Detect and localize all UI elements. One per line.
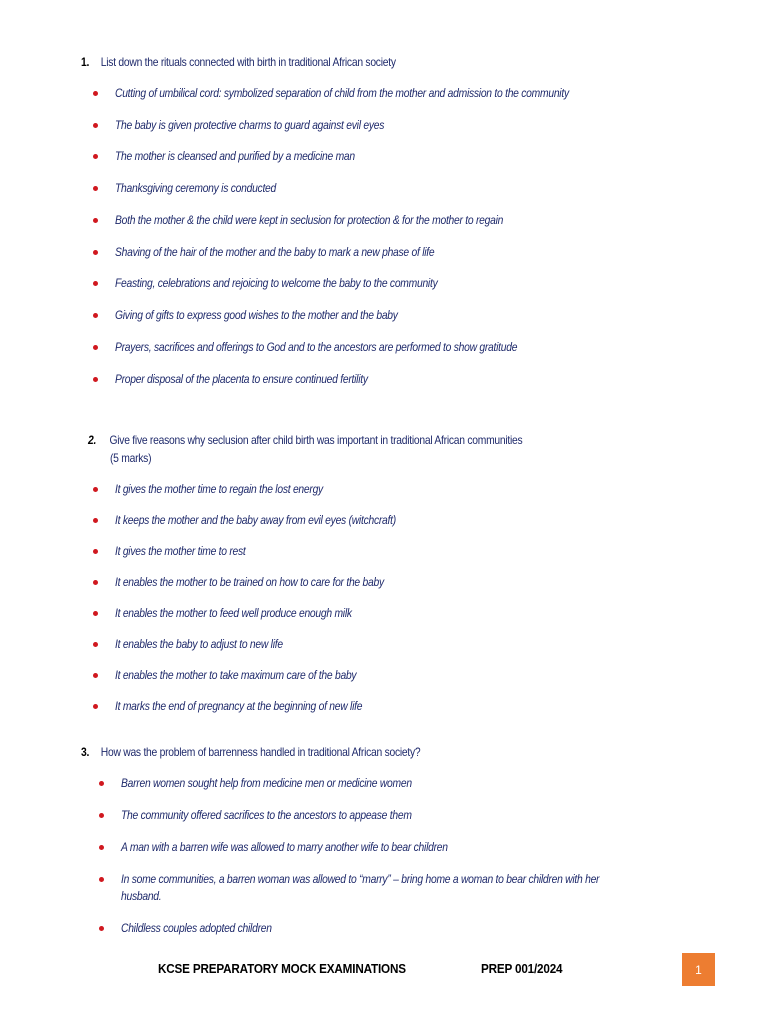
q1-answer-1: Cutting of umbilical cord: symbolized separation of child from the mother and admission to the community (115, 86, 569, 100)
bullet-icon (93, 704, 98, 709)
q2-answer-3: It gives the mother time to rest (115, 544, 246, 558)
bullet-icon (93, 123, 98, 128)
question-3 (81, 745, 420, 759)
bullet-icon (93, 281, 98, 286)
bullet-icon (93, 377, 98, 382)
question-3-number: 3. (81, 745, 90, 759)
question-2-number: 2. (88, 433, 97, 447)
question-1 (81, 55, 396, 69)
q2-answer-1: It gives the mother time to regain the lost energy (115, 482, 323, 496)
bullet-icon (93, 250, 98, 255)
bullet-icon (93, 580, 98, 585)
bullet-icon (93, 518, 98, 523)
bullet-icon (93, 549, 98, 554)
page-number: 1 (682, 953, 715, 986)
question-2-marks: (5 marks) (110, 451, 152, 465)
bullet-icon (99, 926, 104, 931)
question-2 (88, 433, 522, 447)
q3-answer-4: In some communities, a barren woman was allowed to “marry” – bring home a woman to bear children with her (121, 872, 600, 886)
q2-answer-2: It keeps the mother and the baby away from evil eyes (witchcraft) (115, 513, 396, 527)
question-1-number: 1. (81, 55, 90, 69)
bullet-icon (93, 345, 98, 350)
bullet-icon (93, 642, 98, 647)
q1-answer-3: The mother is cleansed and purified by a medicine man (115, 149, 355, 163)
bullet-icon (99, 845, 104, 850)
bullet-icon (93, 186, 98, 191)
question-3-text: How was the problem of barrenness handled in traditional African society? (100, 745, 421, 759)
q1-answer-2: The baby is given protective charms to guard against evil eyes (115, 118, 385, 132)
q3-answer-5: Childless couples adopted children (121, 921, 272, 935)
q1-answer-10: Proper disposal of the placenta to ensure continued fertility (115, 372, 368, 386)
bullet-icon (93, 154, 98, 159)
bullet-icon (93, 218, 98, 223)
q1-answer-4: Thanksgiving ceremony is conducted (115, 181, 277, 195)
bullet-icon (93, 91, 98, 96)
q2-answer-8: It marks the end of pregnancy at the beginning of new life (115, 699, 363, 713)
bullet-icon (93, 487, 98, 492)
footer-code: PREP 001/2024 (481, 961, 563, 976)
question-2-text: Give five reasons why seclusion after child birth was important in traditional African communities (109, 433, 523, 447)
bullet-icon (99, 813, 104, 818)
q2-answer-4: It enables the mother to be trained on how to care for the baby (115, 575, 384, 589)
q1-answer-5: Both the mother & the child were kept in seclusion for protection & for the mother to regain (115, 213, 504, 227)
q3-answer-4-continued: husband. (121, 889, 162, 903)
q3-answer-3: A man with a barren wife was allowed to marry another wife to bear children (121, 840, 448, 854)
q1-answer-7: Feasting, celebrations and rejoicing to welcome the baby to the community (115, 276, 438, 290)
q2-answer-5: It enables the mother to feed well produce enough milk (115, 606, 352, 620)
question-1-text: List down the rituals connected with birth in traditional African society (100, 55, 396, 69)
q1-answer-8: Giving of gifts to express good wishes to the mother and the baby (115, 308, 398, 322)
q2-answer-6: It enables the baby to adjust to new life (115, 637, 283, 651)
q3-answer-1: Barren women sought help from medicine men or medicine women (121, 776, 412, 790)
bullet-icon (93, 673, 98, 678)
q1-answer-9: Prayers, sacrifices and offerings to God and to the ancestors are performed to show gratitude (115, 340, 518, 354)
bullet-icon (93, 313, 98, 318)
q3-answer-2: The community offered sacrifices to the ancestors to appease them (121, 808, 412, 822)
bullet-icon (93, 611, 98, 616)
bullet-icon (99, 781, 104, 786)
q2-answer-7: It enables the mother to take maximum care of the baby (115, 668, 357, 682)
q1-answer-6: Shaving of the hair of the mother and the baby to mark a new phase of life (115, 245, 435, 259)
footer-title: KCSE PREPARATORY MOCK EXAMINATIONS (158, 961, 406, 976)
bullet-icon (99, 877, 104, 882)
